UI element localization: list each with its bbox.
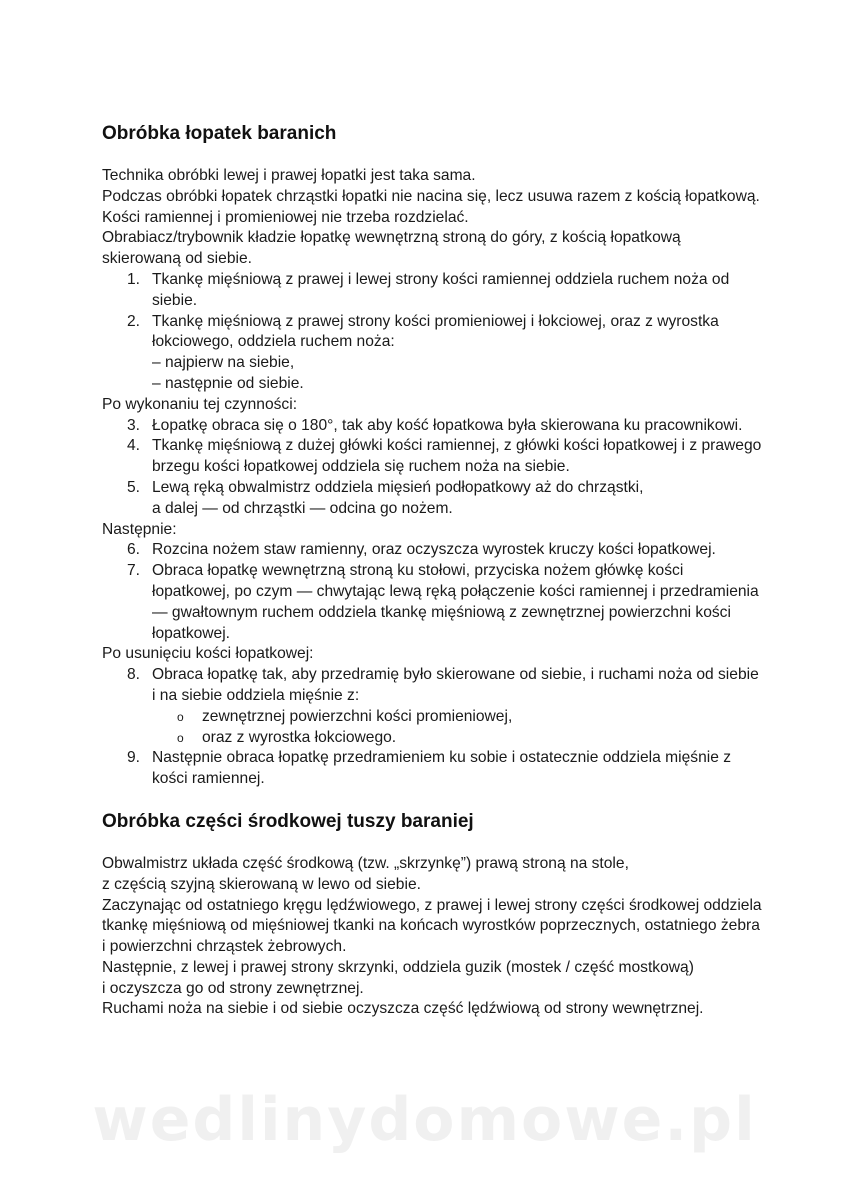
list-item-text: Łopatkę obraca się o 180°, tak aby kość łopatkowa była skierowana ku pracownikowi.: [152, 416, 743, 434]
list-item: [102, 748, 762, 790]
body-paragraph: z częścią szyjną skierowaną w lewo od siebie.: [102, 875, 421, 893]
list-item-text: Tkankę mięśniową z prawej i lewej strony kości ramiennej oddziela ruchem noża od siebie.: [152, 270, 730, 309]
list-item-text: Następnie obraca łopatkę przedramieniem ku sobie i ostatecznie oddziela mięśnie z kości ramiennej.: [152, 749, 732, 788]
sub-list-item: [152, 728, 762, 749]
list-item-text: Tkankę mięśniową z prawej strony kości promieniowej i łokciowej, oraz z wyrostka łokciowego, oddziela ruchem noża:: [152, 312, 719, 351]
intro-paragraph: Obrabiacz/trybownik kładzie łopatkę wewnętrzną stroną do góry, z kością łopatkową skierowaną od siebie.: [102, 229, 681, 268]
section-label: Następnie:: [102, 520, 177, 538]
circle-bullet-icon: o: [177, 730, 184, 745]
circle-bullet-icon: o: [177, 709, 184, 724]
list-number: 5.: [127, 478, 141, 496]
list-number: 8.: [127, 666, 141, 684]
intro-paragraph: Podczas obróbki łopatek chrząstki łopatki nie nacina się, lecz usuwa razem z kością łopatkową.: [102, 187, 760, 205]
list-number: 6.: [127, 541, 141, 559]
section-title-middle: Obróbka części środkowej tuszy baraniej: [102, 810, 474, 832]
list-item-text: Rozcina nożem staw ramienny, oraz oczyszcza wyrostek kruczy kości łopatkowej.: [152, 541, 716, 559]
list-item: [102, 312, 762, 395]
list-item-text: Obraca łopatkę wewnętrzną stroną ku stołowi, przyciska nożem główkę kości łopatkowej, po czym — chwytając lewą ręką połączenie kości ramiennej i przedramienia — gwałtownym ruchem oddziela tkankę mięśniową z zewnętrznej powierzchni kości łopatkowej.: [152, 562, 759, 642]
steps-list-a: [102, 270, 762, 395]
list-item-subline: a dalej — od chrząstki — odcina go nożem.: [152, 499, 453, 517]
steps-list-b: [102, 416, 762, 520]
list-item-subline: – najpierw na siebie,: [152, 354, 295, 372]
body-paragraph: Następnie, z lewej i prawej strony skrzynki, oddziela guzik (mostek / część mostkową): [102, 958, 694, 976]
list-item-subline: – następnie od siebie.: [152, 374, 304, 392]
list-item: [102, 540, 762, 561]
list-item-text: Lewą ręką obwalmistrz oddziela mięsień podłopatkowy aż do chrząstki,: [152, 478, 644, 496]
document-content: [102, 120, 762, 1020]
list-item: [102, 478, 762, 520]
body-paragraph: Zaczynając od ostatniego kręgu lędźwiowego, z prawej i lewej strony części środkowej oddziela tkankę mięśniową od mięśniowej tkanki na końcach wyrostków poprzecznych, ostatniego żebra i powierzchni chrząstek żebrowych.: [102, 896, 762, 956]
list-item: [102, 561, 762, 644]
section-label: Po wykonaniu tej czynności:: [102, 395, 298, 413]
sub-list-item: [152, 707, 762, 728]
list-number: 9.: [127, 749, 141, 767]
body-paragraph: Obwalmistrz układa część środkową (tzw. „skrzynkę”) prawą stroną na stole,: [102, 854, 629, 872]
body-paragraph: Ruchami noża na siebie i od siebie oczyszcza część lędźwiową od strony wewnętrznej.: [102, 1000, 704, 1018]
list-item-text: Obraca łopatkę tak, aby przedramię było skierowane od siebie, i ruchami noża od siebie i na siebie oddziela mięśnie z:: [152, 666, 759, 704]
intro-paragraph: Technika obróbki lewej i prawej łopatki jest taka sama.: [102, 167, 476, 184]
list-number: 3.: [127, 416, 141, 434]
section-label: Po usunięciu kości łopatkowej:: [102, 645, 314, 663]
list-item: [102, 270, 762, 312]
list-item: [102, 665, 762, 748]
body-paragraph: i oczyszcza go od strony zewnętrznej.: [102, 979, 364, 997]
steps-list-c: [102, 540, 762, 644]
list-item-text: Tkankę mięśniową z dużej główki kości ramiennej, z główki kości łopatkowej i z prawego brzegu kości łopatkowej oddziela się ruchem noża na siebie.: [152, 437, 762, 476]
list-number: 1.: [127, 270, 141, 288]
list-number: 7.: [127, 562, 141, 580]
list-item: [102, 436, 762, 478]
list-number: 2.: [127, 312, 141, 330]
sub-list-item-text: oraz z wyrostka łokciowego.: [202, 728, 397, 746]
watermark: wedlinydomowe.pl: [92, 1085, 757, 1155]
list-number: 4.: [127, 437, 141, 455]
sub-list-item-text: zewnętrznej powierzchni kości promieniowej,: [202, 707, 513, 725]
section-title-shoulder: Obróbka łopatek baranich: [102, 123, 337, 144]
list-item: [102, 416, 762, 437]
sub-list: [152, 707, 762, 749]
intro-paragraph: Kości ramiennej i promieniowej nie trzeba rozdzielać.: [102, 208, 469, 226]
steps-list-d: [102, 665, 762, 790]
